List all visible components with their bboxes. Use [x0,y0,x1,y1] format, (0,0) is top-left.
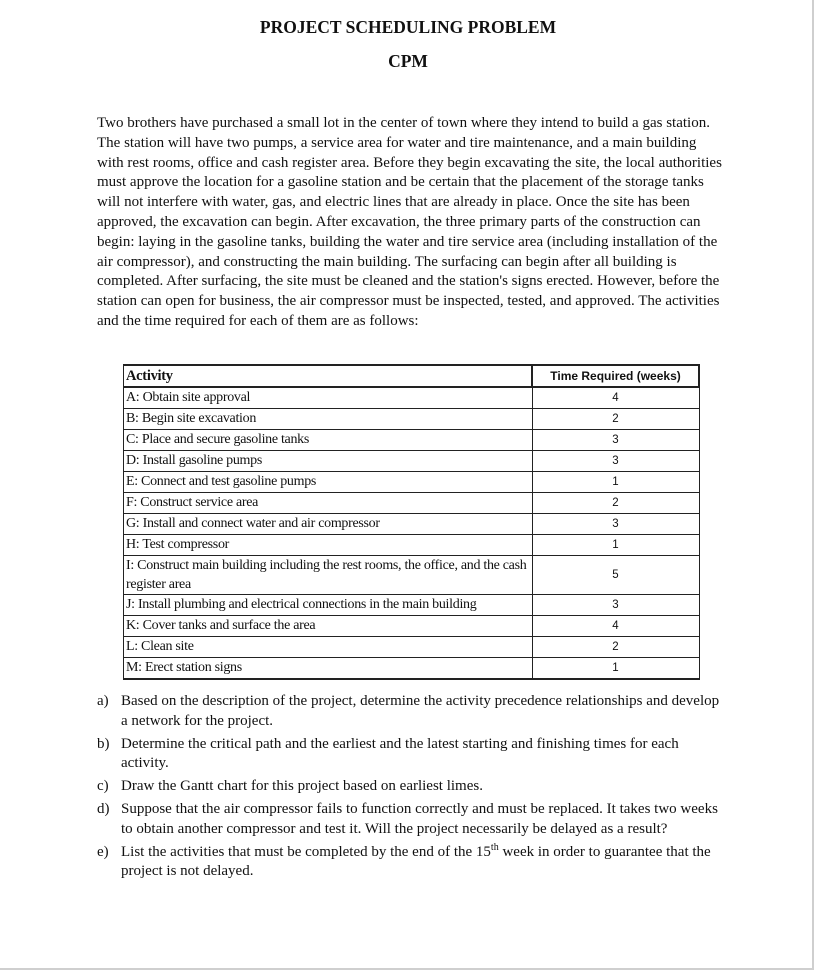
activity-cell: K: Cover tanks and surface the area [124,616,533,637]
time-cell: 1 [532,472,699,493]
activity-cell: C: Place and secure gasoline tanks [124,430,533,451]
activity-cell: J: Install plumbing and electrical connections in the main building [124,595,533,616]
table-row [124,409,700,430]
activity-cell: F: Construct service area [124,493,533,514]
table-row [124,556,700,595]
table-row [124,472,700,493]
time-cell: 2 [532,409,699,430]
activity-cell: A: Obtain site approval [124,387,533,409]
question-text: Suppose that the air compressor fails to function correctly and must be replaced. It takes two weeks to obtain another compressor and test it. Will the project necessarily be delayed as a result? [121,800,718,837]
question-text-end: week in order to guarantee that the project is not delayed. [121,843,711,880]
time-cell: 3 [532,430,699,451]
question-label: d) [97,800,110,817]
time-cell: 2 [532,637,699,658]
question-item [97,735,727,775]
question-text: Determine the critical path and the earliest and the latest starting and finishing times for each activity. [121,735,679,772]
table-row [124,493,700,514]
time-cell: 1 [532,535,699,556]
time-cell: 4 [532,616,699,637]
question-list [97,692,727,885]
question-label: b) [97,735,110,752]
header-time-required: Time Required (weeks) [532,365,699,387]
page-title: PROJECT SCHEDULING PROBLEM [259,17,557,37]
activity-table [123,364,700,680]
question-text-start: List the activities that must be completed by the end of the 15 [121,843,491,860]
question-item [97,843,727,883]
question-text: Based on the description of the project, determine the activity precedence relationships and develop a network for the project. [121,693,720,729]
time-cell: 5 [532,556,699,595]
table-row [124,658,700,680]
problem-description: Two brothers have purchased a small lot in the center of town where they intend to build a gas station. The station will have two pumps, a service area for water and tire maintenance, and a main building with rest rooms, office and cash register area. Before they begin excavating the site, the local authorities must approve the location for a gasoline station and be certain that the placement of the storage tanks will not interfere with water, gas, and electric lines that are already in place. Once the site has been approved, the excavation can begin. After excavation, the three primary parts of the construction can begin: laying in the gasoline tanks, building the water and tire service area (including installation of the air compressor), and constructing the main building. The surfacing can begin after all building is completed. After surfacing, the site must be cleaned and the station's signs erected. However, before the station can open for business, the air compressor must be inspected, tested, and approved. The activities and the time required for each of them are as follows: [97,115,722,329]
table-row [124,637,700,658]
activity-cell: G: Install and connect water and air compressor [124,514,533,535]
activity-cell: M: Erect station signs [124,658,533,680]
activity-cell: I: Construct main building including the rest rooms, the office, and the cash register area [124,556,533,595]
table-header-row [124,365,700,387]
activity-cell: H: Test compressor [124,535,533,556]
ordinal-superscript: th [490,841,499,853]
question-label: e) [97,843,109,860]
activity-cell: B: Begin site excavation [124,409,533,430]
table-row [124,595,700,616]
activity-cell: E: Connect and test gasoline pumps [124,472,533,493]
table-row [124,514,700,535]
question-label: a) [97,693,109,709]
page-subtitle: CPM [388,51,428,71]
time-cell: 1 [532,658,699,680]
question-text: Draw the Gantt chart for this project based on earliest limes. [121,778,483,795]
time-cell: 3 [532,595,699,616]
time-cell: 3 [532,451,699,472]
activity-cell: L: Clean site [124,637,533,658]
table-row [124,430,700,451]
table-row [124,535,700,556]
activity-cell: D: Install gasoline pumps [124,451,533,472]
time-cell: 2 [532,493,699,514]
time-cell: 4 [532,387,699,409]
question-item [97,692,727,732]
table-row [124,616,700,637]
table-row [124,451,700,472]
time-cell: 3 [532,514,699,535]
question-label: c) [97,778,109,795]
question-item [97,800,727,840]
question-item [97,777,727,797]
header-activity: Activity [124,365,533,387]
table-row [124,387,700,409]
